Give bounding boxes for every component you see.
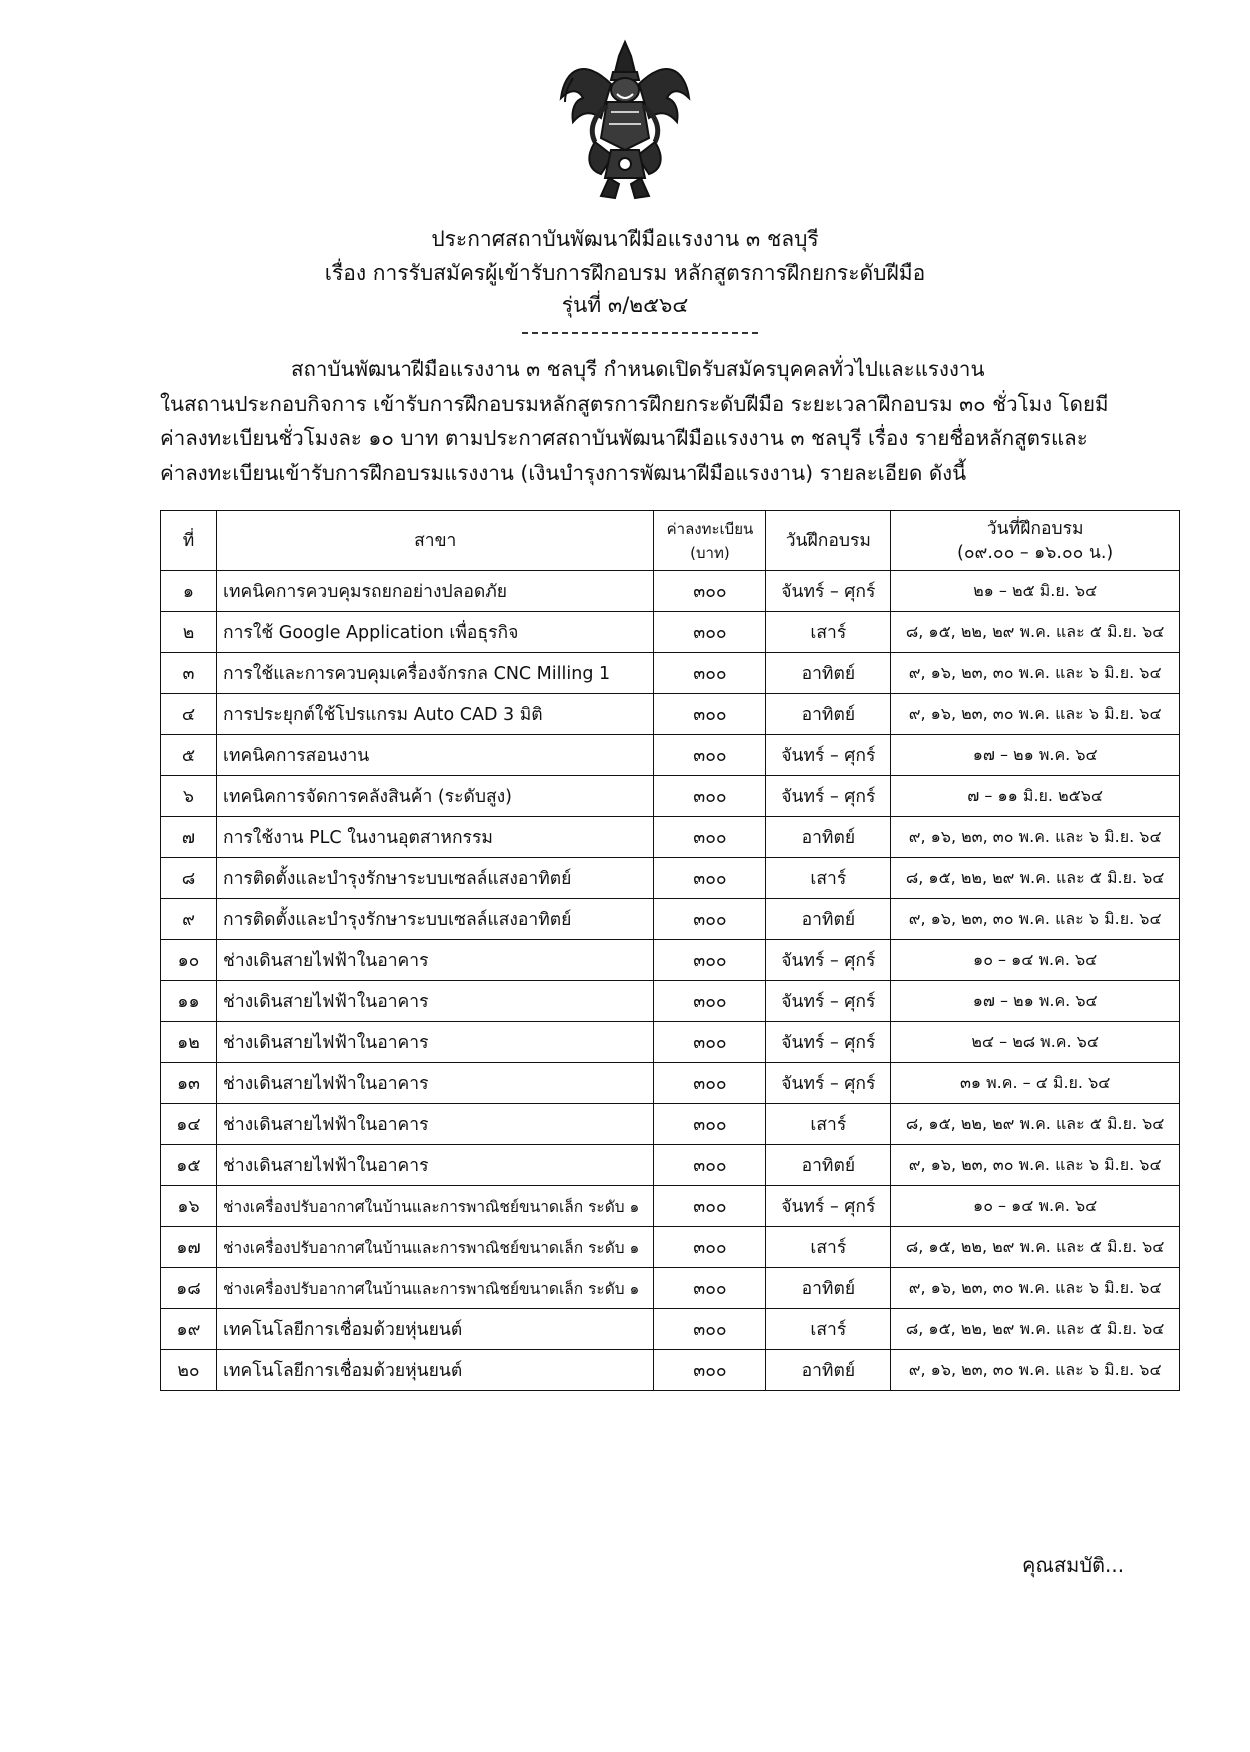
row-number: ๑๙ (161, 1309, 217, 1350)
row-branch: ช่างเครื่องปรับอากาศในบ้านและการพาณิชย์ขนาดเล็ก ระดับ ๑ (216, 1268, 654, 1309)
row-branch: เทคโนโลยีการเชื่อมด้วยหุ่นยนต์ (216, 1309, 654, 1350)
row-number: ๗ (161, 817, 217, 858)
row-day: เสาร์ (766, 612, 891, 653)
row-number: ๑ (161, 571, 217, 612)
row-number: ๑๔ (161, 1104, 217, 1145)
row-day: อาทิตย์ (766, 1145, 891, 1186)
table-row (161, 1104, 1180, 1145)
row-branch: ช่างเครื่องปรับอากาศในบ้านและการพาณิชย์ขนาดเล็ก ระดับ ๑ (216, 1186, 654, 1227)
row-date: ๒๔ – ๒๘ พ.ค. ๖๔ (891, 1022, 1180, 1063)
row-fee: ๓๐๐ (654, 899, 766, 940)
row-day: เสาร์ (766, 1309, 891, 1350)
row-number: ๒๐ (161, 1350, 217, 1391)
row-day: เสาร์ (766, 858, 891, 899)
row-branch: เทคนิคการสอนงาน (216, 735, 654, 776)
row-date: ๘, ๑๕, ๒๒, ๒๙ พ.ค. และ ๕ มิ.ย. ๖๔ (891, 1227, 1180, 1268)
row-branch: การติดตั้งและบำรุงรักษาระบบเซลล์แสงอาทิตย์ (216, 899, 654, 940)
table-row (161, 1145, 1180, 1186)
row-fee: ๓๐๐ (654, 653, 766, 694)
row-date: ๙, ๑๖, ๒๓, ๓๐ พ.ค. และ ๖ มิ.ย. ๖๔ (891, 1350, 1180, 1391)
row-fee: ๓๐๐ (654, 1227, 766, 1268)
row-branch: ช่างเครื่องปรับอากาศในบ้านและการพาณิชย์ขนาดเล็ก ระดับ ๑ (216, 1227, 654, 1268)
row-number: ๑๓ (161, 1063, 217, 1104)
row-branch: เทคนิคการจัดการคลังสินค้า (ระดับสูง) (216, 776, 654, 817)
table-row (161, 571, 1180, 612)
table-row (161, 612, 1180, 653)
row-fee: ๓๐๐ (654, 1186, 766, 1227)
row-day: อาทิตย์ (766, 899, 891, 940)
row-branch: ช่างเดินสายไฟฟ้าในอาคาร (216, 1063, 654, 1104)
body-paragraph (160, 352, 1120, 490)
row-date: ๘, ๑๕, ๒๒, ๒๙ พ.ค. และ ๕ มิ.ย. ๖๔ (891, 858, 1180, 899)
row-fee: ๓๐๐ (654, 1350, 766, 1391)
row-branch: ช่างเดินสายไฟฟ้าในอาคาร (216, 940, 654, 981)
row-fee: ๓๐๐ (654, 1268, 766, 1309)
row-fee: ๓๐๐ (654, 1022, 766, 1063)
col-header-day: วันฝึกอบรม (766, 511, 891, 571)
row-date: ๑๐ – ๑๔ พ.ค. ๖๔ (891, 940, 1180, 981)
row-number: ๑๗ (161, 1227, 217, 1268)
row-branch: ช่างเดินสายไฟฟ้าในอาคาร (216, 1022, 654, 1063)
col-header-no: ที่ (161, 511, 217, 571)
row-date: ๙, ๑๖, ๒๓, ๓๐ พ.ค. และ ๖ มิ.ย. ๖๔ (891, 694, 1180, 735)
row-day: จันทร์ – ศุกร์ (766, 940, 891, 981)
row-number: ๑๒ (161, 1022, 217, 1063)
row-branch: ช่างเดินสายไฟฟ้าในอาคาร (216, 1104, 654, 1145)
course-table (160, 510, 1180, 1391)
col-header-branch: สาขา (216, 511, 654, 571)
row-date: ๑๐ – ๑๔ พ.ค. ๖๔ (891, 1186, 1180, 1227)
row-fee: ๓๐๐ (654, 571, 766, 612)
table-row (161, 940, 1180, 981)
col-header-fee: ค่าลงทะเบียน (บาท) (654, 511, 766, 571)
row-day: จันทร์ – ศุกร์ (766, 1186, 891, 1227)
row-fee: ๓๐๐ (654, 1309, 766, 1350)
table-row (161, 1309, 1180, 1350)
row-number: ๕ (161, 735, 217, 776)
row-date: ๘, ๑๕, ๒๒, ๒๙ พ.ค. และ ๕ มิ.ย. ๖๔ (891, 612, 1180, 653)
table-row (161, 735, 1180, 776)
row-number: ๙ (161, 899, 217, 940)
row-day: จันทร์ – ศุกร์ (766, 735, 891, 776)
table-row (161, 1350, 1180, 1391)
row-fee: ๓๐๐ (654, 981, 766, 1022)
row-date: ๙, ๑๖, ๒๓, ๓๐ พ.ค. และ ๖ มิ.ย. ๖๔ (891, 899, 1180, 940)
row-branch: การใช้งาน PLC ในงานอุตสาหกรรม (216, 817, 654, 858)
row-fee: ๓๐๐ (654, 1063, 766, 1104)
row-fee: ๓๐๐ (654, 817, 766, 858)
row-day: อาทิตย์ (766, 653, 891, 694)
row-number: ๒ (161, 612, 217, 653)
table-row (161, 1022, 1180, 1063)
row-day: จันทร์ – ศุกร์ (766, 571, 891, 612)
row-fee: ๓๐๐ (654, 1104, 766, 1145)
row-number: ๑๘ (161, 1268, 217, 1309)
table-row (161, 1268, 1180, 1309)
row-day: อาทิตย์ (766, 817, 891, 858)
body-line: ค่าลงทะเบียนชั่วโมงละ ๑๐ บาท ตามประกาศสถาบันพัฒนาฝีมือแรงงาน ๓ ชลบุรี เรื่อง รายชื่อหลักสูตรและ (160, 426, 1088, 450)
row-date: ๙, ๑๖, ๒๓, ๓๐ พ.ค. และ ๖ มิ.ย. ๖๔ (891, 653, 1180, 694)
table-row (161, 694, 1180, 735)
row-day: อาทิตย์ (766, 694, 891, 735)
row-day: เสาร์ (766, 1227, 891, 1268)
table-row (161, 1227, 1180, 1268)
row-fee: ๓๐๐ (654, 776, 766, 817)
table-row (161, 653, 1180, 694)
row-number: ๑๕ (161, 1145, 217, 1186)
row-fee: ๓๐๐ (654, 1145, 766, 1186)
table-row (161, 1186, 1180, 1227)
row-branch: เทคโนโลยีการเชื่อมด้วยหุ่นยนต์ (216, 1350, 654, 1391)
row-fee: ๓๐๐ (654, 735, 766, 776)
row-number: ๖ (161, 776, 217, 817)
row-date: ๙, ๑๖, ๒๓, ๓๐ พ.ค. และ ๖ มิ.ย. ๖๔ (891, 817, 1180, 858)
row-branch: การใช้ Google Application เพื่อธุรกิจ (216, 612, 654, 653)
row-number: ๘ (161, 858, 217, 899)
row-date: ๘, ๑๕, ๒๒, ๒๙ พ.ค. และ ๕ มิ.ย. ๖๔ (891, 1104, 1180, 1145)
row-branch: การติดตั้งและบำรุงรักษาระบบเซลล์แสงอาทิตย์ (216, 858, 654, 899)
row-day: จันทร์ – ศุกร์ (766, 981, 891, 1022)
row-date: ๓๑ พ.ค. – ๔ มิ.ย. ๖๔ (891, 1063, 1180, 1104)
table-header-row (161, 511, 1180, 571)
row-date: ๒๑ – ๒๕ มิ.ย. ๖๔ (891, 571, 1180, 612)
announcement-title: ประกาศสถาบันพัฒนาฝีมือแรงงาน ๓ ชลบุรี (431, 227, 819, 251)
table-row (161, 817, 1180, 858)
body-line: สถาบันพัฒนาฝีมือแรงงาน ๓ ชลบุรี กำหนดเปิดรับสมัครบุคคลทั่วไปและแรงงาน (291, 357, 985, 381)
row-fee: ๓๐๐ (654, 612, 766, 653)
row-date: ๙, ๑๖, ๒๓, ๓๐ พ.ค. และ ๖ มิ.ย. ๖๔ (891, 1268, 1180, 1309)
col-header-date: วันที่ฝึกอบรม (๐๙.๐๐ – ๑๖.๐๐ น.) (891, 511, 1180, 571)
body-line: ในสถานประกอบกิจการ เข้ารับการฝึกอบรมหลักสูตรการฝึกยกระดับฝีมือ ระยะเวลาฝึกอบรม ๓๐ ชั่วโมง โดยมี (160, 391, 1109, 416)
row-branch: เทคนิคการควบคุมรถยกอย่างปลอดภัย (216, 571, 654, 612)
row-fee: ๓๐๐ (654, 940, 766, 981)
row-date: ๑๗ – ๒๑ พ.ค. ๖๔ (891, 981, 1180, 1022)
row-day: จันทร์ – ศุกร์ (766, 1022, 891, 1063)
row-date: ๑๗ – ๒๑ พ.ค. ๖๔ (891, 735, 1180, 776)
row-branch: ช่างเดินสายไฟฟ้าในอาคาร (216, 981, 654, 1022)
row-number: ๑๑ (161, 981, 217, 1022)
row-number: ๓ (161, 653, 217, 694)
row-branch: การประยุกต์ใช้โปรแกรม Auto CAD 3 มิติ (216, 694, 654, 735)
row-day: อาทิตย์ (766, 1268, 891, 1309)
row-branch: การใช้และการควบคุมเครื่องจักรกล CNC Milling 1 (216, 653, 654, 694)
continue-note: คุณสมบัติ... (1022, 1553, 1125, 1577)
row-day: จันทร์ – ศุกร์ (766, 1063, 891, 1104)
row-number: ๑๐ (161, 940, 217, 981)
body-line: ค่าลงทะเบียนเข้ารับการฝึกอบรมแรงงาน (เงินบำรุงการพัฒนาฝีมือแรงงาน) รายละเอียด ดังนี้ (160, 460, 967, 485)
row-date: ๘, ๑๕, ๒๒, ๒๙ พ.ค. และ ๕ มิ.ย. ๖๔ (891, 1309, 1180, 1350)
table-row (161, 1063, 1180, 1104)
divider (522, 332, 758, 334)
row-day: จันทร์ – ศุกร์ (766, 776, 891, 817)
announcement-round: รุ่นที่ ๓/๒๕๖๔ (561, 293, 689, 317)
row-date: ๗ – ๑๑ มิ.ย. ๒๕๖๔ (891, 776, 1180, 817)
garuda-emblem-icon (555, 38, 695, 203)
row-day: อาทิตย์ (766, 1350, 891, 1391)
row-branch: ช่างเดินสายไฟฟ้าในอาคาร (216, 1145, 654, 1186)
table-row (161, 981, 1180, 1022)
announcement-subject: เรื่อง การรับสมัครผู้เข้ารับการฝึกอบรม หลักสูตรการฝึกยกระดับฝีมือ (324, 261, 926, 285)
row-fee: ๓๐๐ (654, 858, 766, 899)
row-day: เสาร์ (766, 1104, 891, 1145)
row-number: ๑๖ (161, 1186, 217, 1227)
table-row (161, 776, 1180, 817)
table-row (161, 858, 1180, 899)
row-date: ๙, ๑๖, ๒๓, ๓๐ พ.ค. และ ๖ มิ.ย. ๖๔ (891, 1145, 1180, 1186)
table-row (161, 899, 1180, 940)
row-number: ๔ (161, 694, 217, 735)
row-fee: ๓๐๐ (654, 694, 766, 735)
